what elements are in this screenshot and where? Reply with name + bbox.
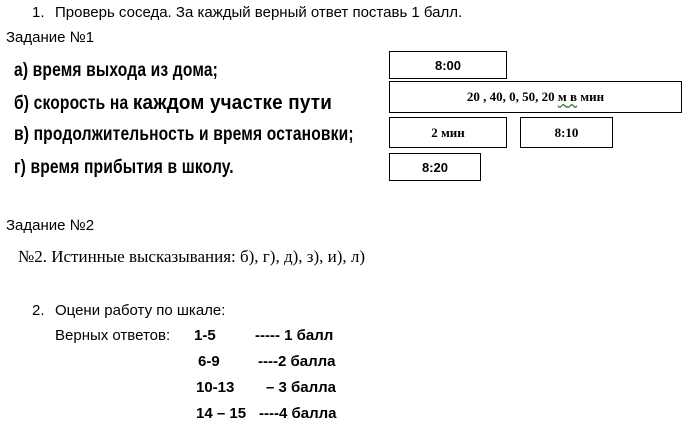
answer-box-c-time	[520, 117, 613, 148]
answer-box-d	[389, 153, 481, 181]
answer-box-c-duration	[389, 117, 507, 148]
instruction-number: 1.	[32, 4, 45, 21]
grading-score-2: ----2 балла	[258, 353, 336, 370]
answer-box-b	[389, 81, 682, 113]
grading-number: 2.	[32, 302, 45, 319]
answer-b: 20 , 40, 0, 50, 20 м в мин	[466, 89, 605, 104]
grading-text: Оцени работу по шкале:	[55, 302, 226, 319]
task1-item-b-emphasis: каждом участке пути	[132, 92, 332, 114]
task2-statement: №2. Истинные высказывания: б), г), д), з), и), л)	[18, 247, 366, 266]
grading-score-3: – 3 балла	[266, 379, 337, 396]
grading-range-2: 6-9	[198, 353, 220, 370]
grading-range-3: 10-13	[196, 379, 235, 396]
task1-item-c: в) продолжительность и время остановки;	[14, 124, 354, 145]
task1-item-a: а) время выхода из дома;	[14, 60, 219, 81]
grading-range-1: 1-5	[194, 327, 216, 344]
answer-c-time: 8:10	[554, 124, 579, 140]
task1-item-b	[14, 92, 332, 115]
instruction-text: Проверь соседа. За каждый верный ответ поставь 1 балл.	[55, 4, 463, 21]
task1-title: Задание №1	[6, 29, 95, 46]
task2-title: Задание №2	[6, 217, 95, 234]
task1-item-b-label: б) скорость на	[14, 93, 133, 114]
answer-box-a	[389, 51, 507, 79]
answer-a: 8:00	[434, 57, 462, 73]
answer-c-duration: 2 мин	[431, 124, 465, 140]
grading-score-4: ----4 балла	[259, 405, 337, 422]
answer-d: 8:20	[421, 159, 449, 175]
task1-item-d: г) время прибытия в школу.	[14, 157, 234, 178]
grading-range-4: 14 – 15	[196, 405, 247, 422]
grading-lead: Верных ответов:	[55, 327, 171, 344]
grading-score-1: ----- 1 балл	[255, 327, 334, 344]
